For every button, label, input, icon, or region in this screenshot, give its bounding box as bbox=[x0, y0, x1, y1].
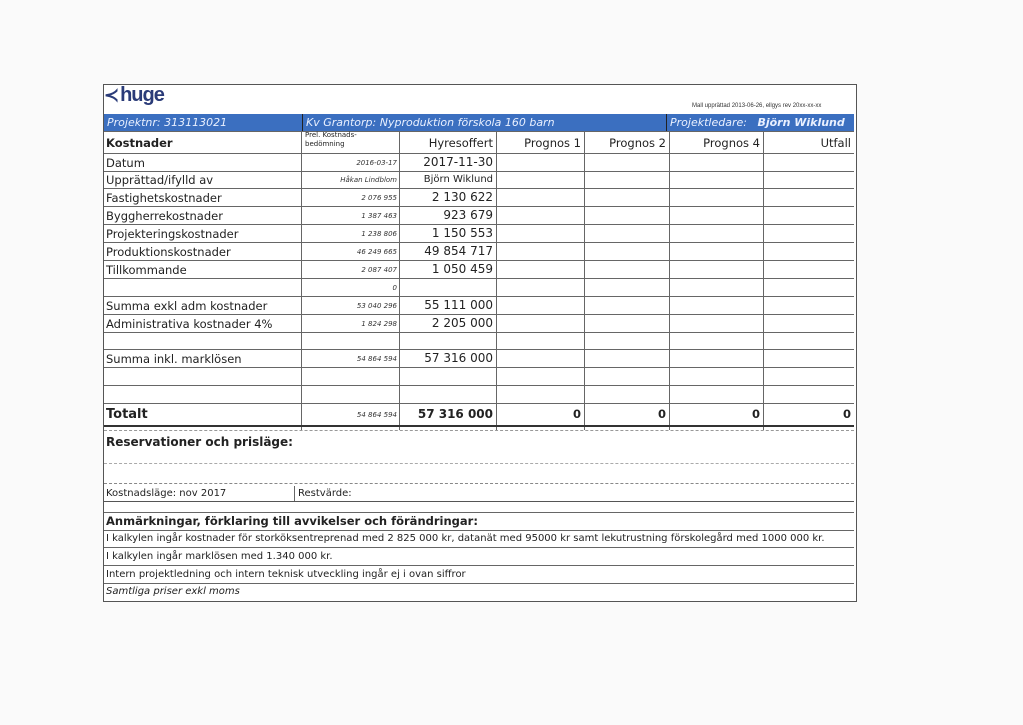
company-logo: ≺ huge bbox=[104, 84, 164, 106]
note-item: I kalkylen ingår marklösen med 1.340 000 kr. bbox=[106, 551, 333, 562]
row-label: Byggherrekostnader bbox=[106, 209, 223, 223]
row-line bbox=[104, 131, 854, 132]
row-line bbox=[104, 278, 854, 279]
row-label: Projekteringskostnader bbox=[106, 227, 239, 241]
row-hyres: 1 050 459 bbox=[431, 262, 493, 276]
summa-inkl-prel: 54 864 594 bbox=[356, 355, 397, 363]
restvarde: Restvärde: bbox=[298, 488, 352, 499]
adm-label: Administrativa kostnader 4% bbox=[106, 317, 273, 331]
row-label: Tillkommande bbox=[106, 263, 187, 277]
row-label: Fastighetskostnader bbox=[106, 191, 222, 205]
totalt-prognos1: 0 bbox=[572, 407, 581, 421]
row-line bbox=[104, 349, 854, 350]
row-line bbox=[104, 583, 854, 584]
totalt-prognos2: 0 bbox=[657, 407, 666, 421]
summa-inkl-hyres: 57 316 000 bbox=[424, 351, 493, 365]
row-hyres: 49 854 717 bbox=[424, 244, 493, 258]
row-hyres: Björn Wiklund bbox=[423, 174, 493, 185]
kostnadslage: Kostnadsläge: nov 2017 bbox=[106, 488, 227, 499]
row-prel: 2016-03-17 bbox=[356, 159, 397, 167]
adm-prel: 1 824 298 bbox=[361, 320, 397, 328]
row-line bbox=[104, 463, 854, 464]
row-prel: 1 387 463 bbox=[361, 212, 397, 220]
totalt-prel: 54 864 594 bbox=[356, 411, 397, 419]
project-name: Kv Grantorp: Nyproduktion förskola 160 barn bbox=[303, 114, 667, 131]
row-label: Upprättad/ifylld av bbox=[106, 173, 214, 187]
summa-exkl-prel: 53 040 296 bbox=[356, 302, 397, 310]
row-line bbox=[104, 153, 854, 154]
row-line bbox=[104, 332, 854, 333]
row-line bbox=[104, 260, 854, 261]
row-prel: Håkan Lindblom bbox=[340, 176, 397, 184]
totalt-hyres: 57 316 000 bbox=[417, 407, 493, 421]
project-number: Projektnr: 313113021 bbox=[104, 114, 303, 131]
summa-exkl-label: Summa exkl adm kostnader bbox=[106, 299, 268, 313]
row-prel-zero: 0 bbox=[392, 284, 397, 292]
project-manager: Projektledare: Björn Wiklund bbox=[667, 114, 854, 131]
row-line bbox=[104, 512, 854, 513]
col-divider bbox=[301, 296, 302, 430]
row-hyres: 2 130 622 bbox=[431, 190, 493, 204]
reservationer-heading: Reservationer och prisläge: bbox=[106, 435, 293, 449]
totalt-prognos4: 0 bbox=[751, 407, 760, 421]
row-line bbox=[104, 171, 854, 172]
row-line bbox=[104, 367, 854, 368]
anmarkningar-heading: Anmärkningar, förklaring till avvikelser och förändringar: bbox=[106, 514, 478, 528]
note-item: Samtliga priser exkl moms bbox=[106, 586, 240, 597]
row-hyres: 923 679 bbox=[443, 208, 493, 222]
row-line bbox=[104, 403, 854, 404]
col-header-prel: Prel. Kostnads- bedömning bbox=[305, 131, 357, 148]
col-header-prognos4: Prognos 4 bbox=[703, 136, 760, 150]
row-hyres: 2017-11-30 bbox=[423, 155, 493, 169]
row-line bbox=[104, 242, 854, 243]
row-label: Produktionskostnader bbox=[106, 245, 231, 259]
row-prel: 2 087 407 bbox=[361, 266, 397, 274]
row-line bbox=[104, 314, 854, 315]
adm-hyres: 2 205 000 bbox=[431, 316, 493, 330]
row-line bbox=[104, 565, 854, 566]
row-prel: 46 249 665 bbox=[356, 248, 397, 256]
row-line bbox=[104, 501, 854, 502]
row-line bbox=[104, 206, 854, 207]
col-header-utfall: Utfall bbox=[820, 136, 851, 150]
row-line bbox=[104, 188, 854, 189]
row-prel: 2 076 955 bbox=[361, 194, 397, 202]
row-prel: 1 238 806 bbox=[361, 230, 397, 238]
col-header-hyresoffert: Hyresoffert bbox=[428, 136, 493, 150]
row-line bbox=[104, 296, 854, 297]
totalt-utfall: 0 bbox=[842, 407, 851, 421]
row-line bbox=[104, 430, 854, 431]
col-header-prognos1: Prognos 1 bbox=[524, 136, 581, 150]
col-header-prognos2: Prognos 2 bbox=[609, 136, 666, 150]
row-line bbox=[104, 530, 854, 531]
row-line bbox=[104, 483, 854, 484]
row-line bbox=[104, 224, 854, 225]
row-line bbox=[104, 385, 854, 386]
note-item: Intern projektledning och intern teknisk utveckling ingår ej i ovan siffror bbox=[106, 569, 466, 580]
note-item: I kalkylen ingår kostnader för storköksentreprenad med 2 825 000 kr, datanät med 95000 kr samt lekutrustning förskolegård med 1000 000 kr. bbox=[106, 533, 825, 544]
row-hyres: 1 150 553 bbox=[431, 226, 493, 240]
col-divider bbox=[294, 486, 295, 501]
summa-exkl-hyres: 55 111 000 bbox=[424, 298, 493, 312]
row-line bbox=[104, 425, 854, 427]
col-header-kostnader: Kostnader bbox=[106, 136, 173, 150]
row-label: Datum bbox=[106, 156, 145, 170]
totalt-label: Totalt bbox=[106, 407, 148, 422]
template-info: Mall upprättad 2013-06-26, ellgys rev 20xx-xx-xx bbox=[692, 103, 822, 109]
row-line bbox=[104, 547, 854, 548]
summa-inkl-label: Summa inkl. marklösen bbox=[106, 352, 242, 366]
